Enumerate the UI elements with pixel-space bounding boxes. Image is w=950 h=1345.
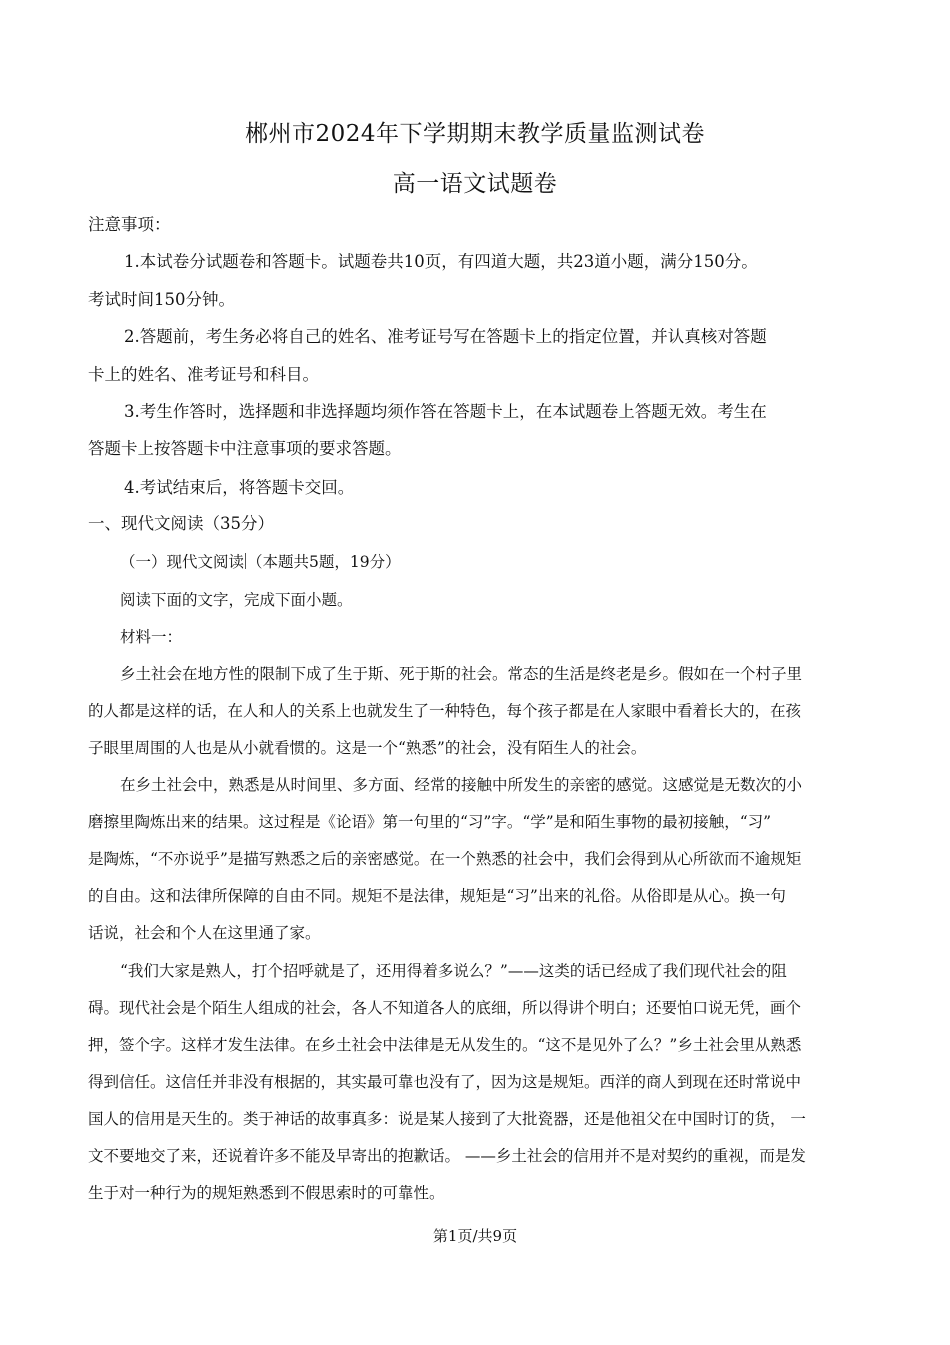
- notice-heading: 注意事项：: [88, 215, 171, 234]
- passage-line: 押，签个字。这样才发生法律。在乡土社会中法律是无从发生的。“这不是见外了么？”乡土社会里从熟悉: [88, 1036, 802, 1054]
- passage-line: 的自由。这和法律所保障的自由不同。规矩不是法律，规矩是“习”出来的礼俗。从俗即是从心。换一句: [88, 887, 786, 905]
- subheading-part-a: （一）现代文阅读: [120, 553, 245, 571]
- passage-line: 碍。现代社会是个陌生人组成的社会，各人不知道各人的底细，所以得讲个明白；还要怕口说无凭，画个: [88, 999, 802, 1017]
- passage-line: 话说，社会和个人在这里通了家。: [88, 924, 321, 942]
- section-1-heading: 一、现代文阅读（35分）: [88, 514, 274, 533]
- notice-item-4: 4.考试结束后，将答题卡交回。: [124, 478, 355, 497]
- passage-line: 乡土社会在地方性的限制下成了生于斯、死于斯的社会。常态的生活是终老是乡。假如在一个村子里: [120, 665, 803, 683]
- passage-line: 子眼里周围的人也是从小就看惯的。这是一个“熟悉”的社会，没有陌生人的社会。: [88, 739, 647, 757]
- subheading-part-b: （本题共5题，19分）: [247, 553, 401, 571]
- notice-item-1: 1.本试卷分试题卷和答题卡。试题卷共10页，有四道大题，共23道小题，满分150分。: [124, 252, 758, 271]
- notice-item-2: 2.答题前，考生务必将自己的姓名、准考证号写在答题卡上的指定位置，并认真核对答题: [124, 327, 767, 346]
- passage-line: 生于对一种行为的规矩熟悉到不假思索时的可靠性。: [88, 1184, 445, 1202]
- passage-line: 磨擦里陶炼出来的结果。这过程是《论语》第一句里的“习”字。“学”是和陌生事物的最初接触，“习”: [88, 813, 772, 831]
- passage-line: 得到信任。这信任并非没有根据的，其实最可靠也没有了，因为这是规矩。西洋的商人到现在还时常说中: [88, 1073, 802, 1091]
- text-cursor: [245, 553, 246, 569]
- exam-title: 郴州市2024年下学期期末教学质量监测试卷: [244, 121, 706, 147]
- notice-item-3: 3.考生作答时，选择题和非选择题均须作答在答题卡上，在本试题卷上答题无效。考生在: [124, 402, 767, 421]
- passage-line: 国人的信用是天生的。类于神话的故事真多：说是某人接到了大批瓷器，还是他祖父在中国时订的货， 一: [88, 1110, 806, 1128]
- notice-item-1-cont: 考试时间150分钟。: [88, 290, 235, 309]
- page-number: 第1页/共9页: [432, 1227, 518, 1245]
- notice-item-2-cont: 卡上的姓名、准考证号和科目。: [88, 365, 319, 384]
- passage-line: 文不要地交了来，还说着许多不能及早寄出的抱歉话。 ——乡土社会的信用并不是对契约的重视，而是发: [88, 1147, 806, 1165]
- passage-line: 是陶炼，“不亦说乎”是描写熟悉之后的亲密感觉。在一个熟悉的社会中，我们会得到从心所欲而不逾规矩: [88, 850, 802, 868]
- passage-line: 在乡土社会中，熟悉是从时间里、多方面、经常的接触中所发生的亲密的感觉。这感觉是无数次的小: [120, 776, 803, 794]
- notice-item-3-cont: 答题卡上按答题卡中注意事项的要求答题。: [88, 439, 402, 458]
- passage-line: “我们大家是熟人，打个招呼就是了，还用得着多说么？”——这类的话已经成了我们现代社会的阻: [120, 962, 787, 980]
- section-1-subheading: [120, 551, 401, 573]
- material-label: 材料一：: [120, 628, 183, 646]
- instruction-text: 阅读下面的文字，完成下面小题。: [120, 591, 353, 609]
- passage-line: 的人都是这样的话，在人和人的关系上也就发生了一种特色，每个孩子都是在人家眼中看着长大的，在孩: [88, 702, 802, 720]
- exam-subtitle: 高一语文试题卷: [392, 171, 558, 197]
